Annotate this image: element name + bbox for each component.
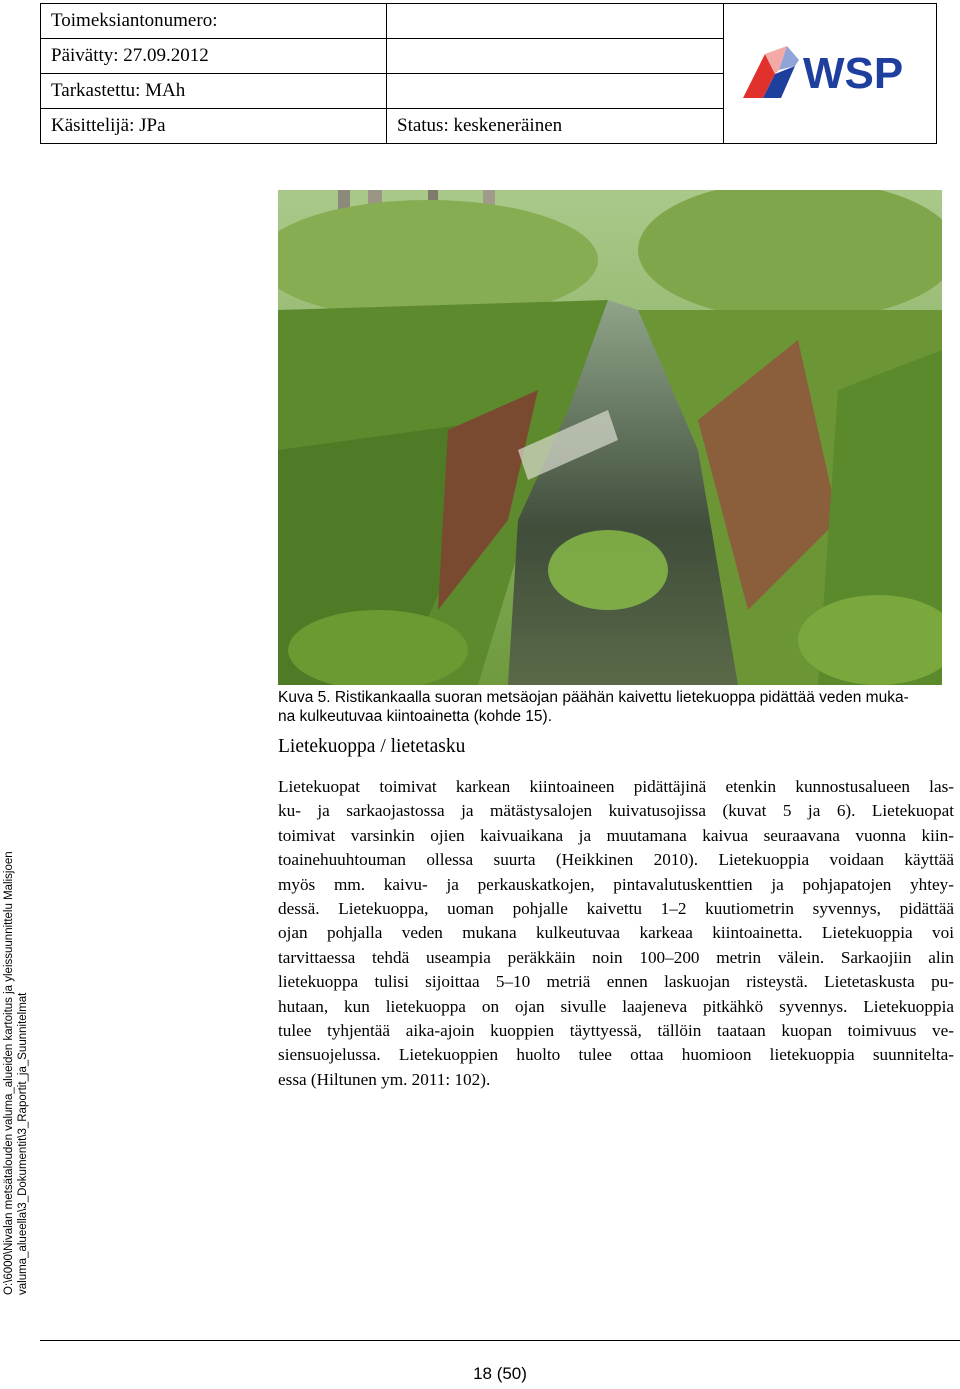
header-empty-cell bbox=[387, 39, 724, 74]
figure-caption bbox=[278, 688, 950, 726]
file-path-line-2: valuma_alueella\3_Dokumentit\3_Raportit_ja_Suunnitelmat bbox=[17, 992, 29, 1295]
paragraph-line: Lietekuopat toimivat karkean kiintoaineen pidättäjinä etenkin kunnostusalueen las- bbox=[278, 777, 954, 796]
handler-label: Käsittelijä: JPa bbox=[41, 109, 387, 144]
paragraph-line: essa (Hiltunen ym. 2011: 102). bbox=[278, 1069, 491, 1089]
caption-line-2: na kulkeutuvaa kiintoainetta (kohde 15). bbox=[278, 708, 553, 725]
checked-by-label: Tarkastettu: MAh bbox=[41, 74, 387, 109]
file-path-vertical bbox=[2, 851, 30, 1295]
paragraph-line: myös mm. kaivu- ja perkauskatkojen, pintavalutuskenttien ja pohjapatojen yhtey- bbox=[278, 874, 954, 894]
dated-label: Päivätty: 27.09.2012 bbox=[41, 39, 387, 74]
status-label: Status: keskeneräinen bbox=[387, 109, 724, 144]
paragraph-line: toainehuuhtouman ollessa suurta (Heikkinen 2010). Lietekuoppia voidaan käyttää bbox=[278, 850, 954, 870]
caption-line-1: Kuva 5. Ristikankaalla suoran metsäojan päähän kaivettu lietekuoppa pidättää veden muka- bbox=[278, 689, 909, 706]
logo-wordmark: WSP bbox=[803, 48, 904, 98]
logo-cell bbox=[724, 4, 937, 144]
header-empty-cell bbox=[387, 4, 724, 39]
paragraph-line: dessä. Lietekuoppa, uoman pohjalle kaivettu 1–2 kuutiometrin syvennys, pidättää bbox=[278, 899, 954, 919]
header-empty-cell bbox=[387, 74, 724, 109]
wsp-logo bbox=[735, 36, 925, 106]
page-number: 18 (50) bbox=[473, 1364, 527, 1383]
paragraph-line: tulee tyhjentää aika-ajoin kuoppien täyttyessä, tällöin taataan kuopan toimivuus ve- bbox=[278, 1021, 954, 1041]
paragraph-line: siensuojelussa. Lietekuoppien huolto tulee ottaa huomioon lietekuoppia suunnitelta- bbox=[278, 1045, 954, 1065]
paragraph-line: lietekuoppa tulisi sijoittaa 5–10 metriä ennen laskuojan risteystä. Lietetaskusta pu- bbox=[278, 972, 954, 992]
paragraph-line: tarvittaessa tehdä useampia peräkkäin noin 100–200 metrin välein. Sarkaojiin alin bbox=[278, 947, 954, 967]
paragraph-line: ojan pohjalla veden mukana kulkeutuvaa karkeaa kiintoainetta. Lietekuoppia voi bbox=[278, 923, 954, 943]
body-paragraph bbox=[278, 775, 954, 1092]
paragraph-line: ku- ja sarkaojastossa ja mätästysalojen kuivatusojissa (kuvat 5 ja 6). Lietekuopat bbox=[278, 801, 954, 821]
assignment-number-label: Toimeksiantonumero: bbox=[41, 4, 387, 39]
document-header-table bbox=[40, 3, 937, 144]
section-heading: Lietekuoppa / lietetasku bbox=[278, 736, 466, 757]
footer-divider bbox=[40, 1340, 960, 1341]
file-path-line-1: O:\6000\Nivalan metsätalouden valuma_alueiden kartoitus ja yleissuunnittelu Malisjoen bbox=[3, 851, 15, 1295]
ditch-photo bbox=[278, 190, 942, 685]
paragraph-line: hutaan, kun lietekuoppa on ojan sivulle laajeneva pitkähkö syvennys. Lietekuoppia bbox=[278, 996, 954, 1016]
paragraph-line: toimivat varsinkin ojien kaivuaikana ja muutamana kaivua seuraavana vuonna kiin- bbox=[278, 825, 954, 845]
